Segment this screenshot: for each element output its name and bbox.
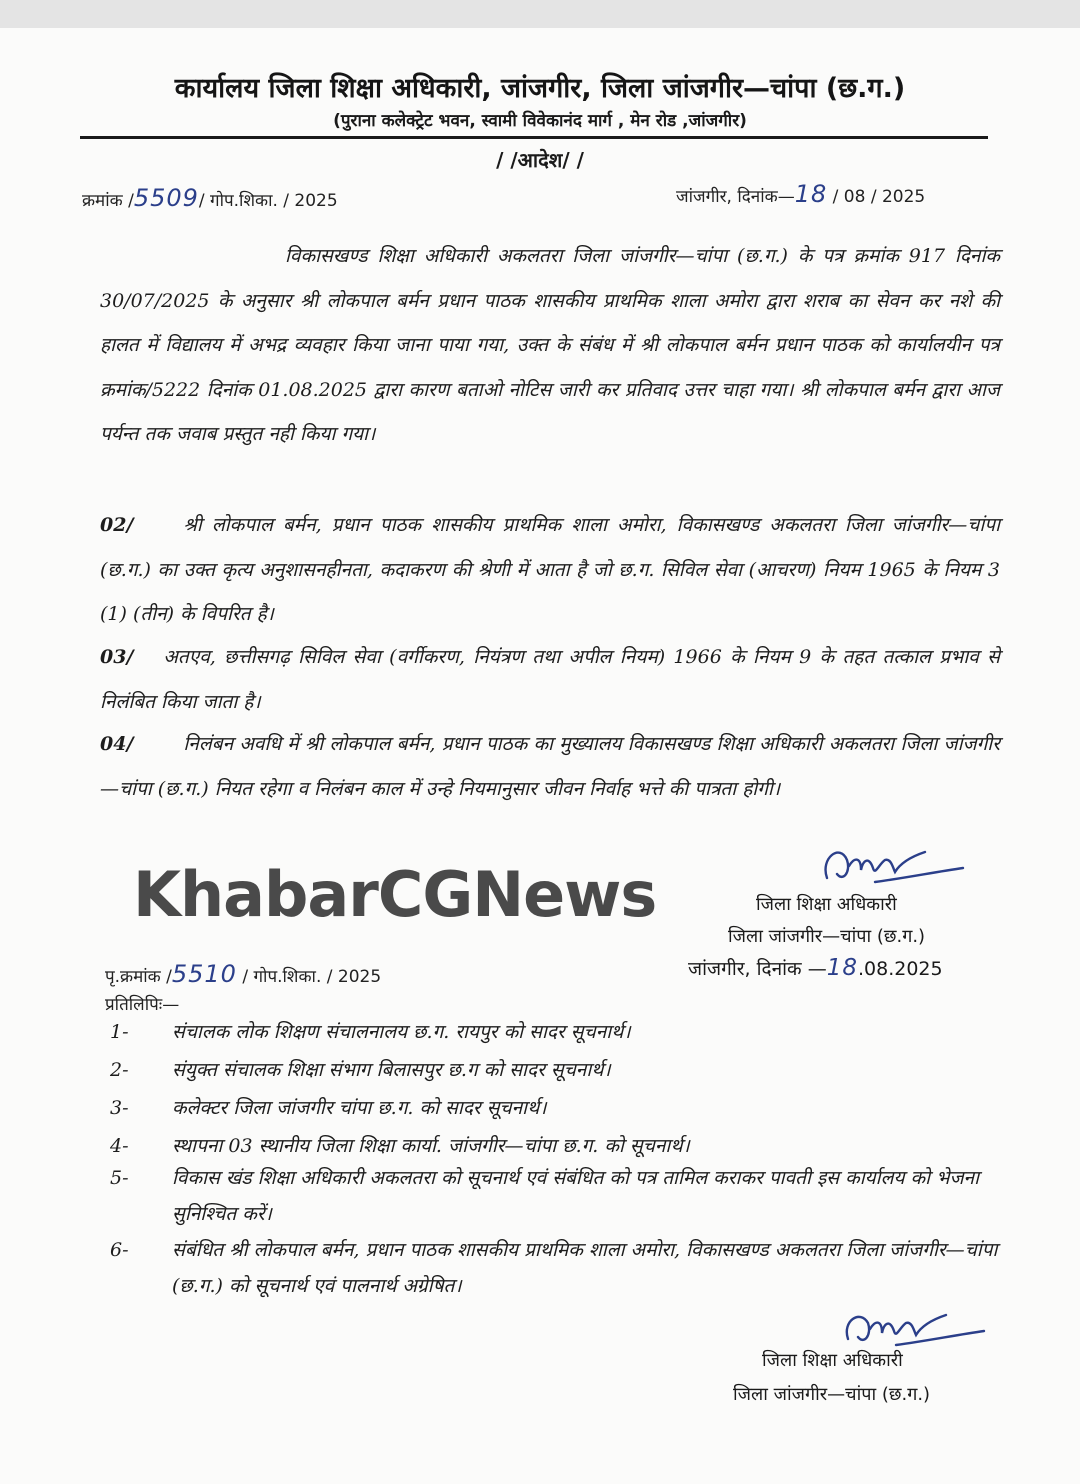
copy-list-item-text: संबंधित श्री लोकपाल बर्मन, प्रधान पाठक शासकीय प्राथमिक शाला अमोरा, विकासखण्ड अकलतरा जिला जांजगीर—चांपा (छ.ग.) को सूचनार्थ एवं पालनार्थ अग्रेषित। xyxy=(172,1239,998,1297)
header-divider xyxy=(80,136,988,139)
order-date-line xyxy=(676,180,925,208)
signature-2-district: जिला जांजगीर—चांपा (छ.ग.) xyxy=(733,1384,931,1405)
order-date-day-handwritten: 18 xyxy=(794,180,828,208)
copy-list-item xyxy=(110,1128,1010,1164)
order-date-prefix: जांजगीर, दिनांक— xyxy=(676,187,795,207)
copy-list-item-number: 5- xyxy=(110,1167,129,1189)
copy-list-item-number: 2- xyxy=(110,1059,129,1081)
order-number-handwritten: 5509 xyxy=(133,184,199,212)
order-number-line xyxy=(82,184,338,212)
paragraph-1 xyxy=(100,234,1000,457)
paragraph-4-text: निलंबन अवधि में श्री लोकपाल बर्मन, प्रधान पाठक का मुख्यालय विकासखण्ड शिक्षा अधिकारी अकलतरा जिला जांजगीर—चांपा (छ.ग.) नियत रहेगा व निलंबन काल में उन्हे नियमानुसार जीवन निर्वाह भत्ते की पात्रता होगी। xyxy=(100,733,1000,800)
signature-2-designation: जिला शिक्षा अधिकारी xyxy=(762,1350,903,1371)
signature-1-district: जिला जांजगीर—चांपा (छ.ग.) xyxy=(728,926,926,947)
endorsement-number-suffix: / गोप.शिका. / 2025 xyxy=(242,967,382,987)
order-number-suffix: / गोप.शिका. / 2025 xyxy=(198,191,338,211)
signature-1-designation: जिला शिक्षा अधिकारी xyxy=(756,894,897,915)
endorsement-date-line xyxy=(688,955,943,981)
copy-list-item xyxy=(110,1090,1010,1126)
endorsement-number-line xyxy=(105,960,381,988)
copy-list-item xyxy=(110,1232,1010,1304)
endorsement-number-prefix: पृ.क्रमांक / xyxy=(105,967,172,987)
copy-list-item-number: 1- xyxy=(110,1021,129,1043)
endorsement-date-prefix: जांजगीर, दिनांक — xyxy=(688,958,827,980)
copy-list-item-text: स्थापना 03 स्थानीय जिला शिक्षा कार्या. जांजगीर—चांपा छ.ग. को सूचनार्थ। xyxy=(172,1135,690,1157)
order-heading: / /आदेश/ / xyxy=(496,148,584,172)
copy-list-item xyxy=(110,1160,1010,1232)
watermark-text: KhabarCGNews xyxy=(133,858,657,931)
office-address: (पुराना कलेक्ट्रेट भवन, स्वामी विवेकानंद मार्ग , मेन रोड ,जांजगीर) xyxy=(333,111,747,131)
copy-list-item-text: संचालक लोक शिक्षण संचालनालय छ.ग. रायपुर को सादर सूचनार्थ। xyxy=(172,1021,631,1043)
order-number-prefix: क्रमांक / xyxy=(82,191,134,211)
paragraph-2-text: श्री लोकपाल बर्मन, प्रधान पाठक शासकीय प्राथमिक शाला अमोरा, विकासखण्ड अकलतरा जिला जांजगीर—चांपा (छ.ग.) का उक्त कृत्य अनुशासनहीनता, कदाकरण की श्रेणी में आता है जो छ.ग. सिविल सेवा (आचरण) नियम 1965 के नियम 3 (1) (तीन) के विपरित है। xyxy=(100,514,1000,625)
copy-list-item-number: 4- xyxy=(110,1135,129,1157)
order-date-rest: / 08 / 2025 xyxy=(832,187,926,207)
copy-list-item xyxy=(110,1014,1010,1050)
copy-list-item-text: कलेक्टर जिला जांजगीर चांपा छ.ग. को सादर सूचनार्थ। xyxy=(172,1097,547,1119)
paragraph-2-number: 02/ xyxy=(100,514,134,536)
endorsement-date-rest: .08.2025 xyxy=(857,958,943,980)
copy-list-item xyxy=(110,1052,1010,1088)
copy-list-item-text: संयुक्त संचालक शिक्षा संभाग बिलासपुर छ.ग को सादर सूचनार्थ। xyxy=(172,1059,611,1081)
paragraph-1-text: विकासखण्ड शिक्षा अधिकारी अकलतरा जिला जांजगीर—चांपा (छ.ग.) के पत्र क्रमांक 917 दिनांक 30/07/2025 के अनुसार श्री लोकपाल बर्मन प्रधान पाठक शासकीय प्राथमिक शाला अमोरा द्वारा शराब का सेवन कर नशे की हालत में विद्यालय में अभद्र व्यवहार किया जाना पाया गया, उक्त के संबंध में श्री लोकपाल बर्मन प्रधान पाठक को कार्यालयीन पत्र क्रमांक/5222 दिनांक 01.08.2025 द्वारा कारण बताओ नोटिस जारी कर प्रतिवाद उत्तर चाहा गया। श्री लोकपाल बर्मन द्वारा आज पर्यन्त तक जवाब प्रस्तुत नही किया गया। xyxy=(100,245,1000,445)
paragraph-4 xyxy=(100,722,1000,811)
paragraph-3 xyxy=(100,635,1000,724)
copy-list-item-number: 6- xyxy=(110,1239,129,1261)
paragraph-2 xyxy=(100,503,1000,637)
office-title: कार्यालय जिला शिक्षा अधिकारी, जांजगीर, जिला जांजगीर—चांपा (छ.ग.) xyxy=(174,73,906,104)
copy-list-item-number: 3- xyxy=(110,1097,129,1119)
endorsement-date-day-handwritten: 18 xyxy=(826,955,858,981)
endorsement-number-handwritten: 5510 xyxy=(171,960,237,988)
top-bar xyxy=(0,0,1080,28)
paragraph-3-text: अतएव, छत्तीसगढ़ सिविल सेवा (वर्गीकरण, नियंत्रण तथा अपील नियम) 1966 के नियम 9 के तहत तत्काल प्रभाव से निलंबित किया जाता है। xyxy=(100,646,1000,713)
copy-list-item-text: विकास खंड शिक्षा अधिकारी अकलतरा को सूचनार्थ एवं संबंधित को पत्र तामिल कराकर पावती इस कार्यालय को भेजना सुनिश्चित करें। xyxy=(172,1167,980,1225)
copy-to-label: प्रतिलिपिः— xyxy=(105,995,180,1015)
paragraph-4-number: 04/ xyxy=(100,733,134,755)
paragraph-3-number: 03/ xyxy=(100,646,134,668)
